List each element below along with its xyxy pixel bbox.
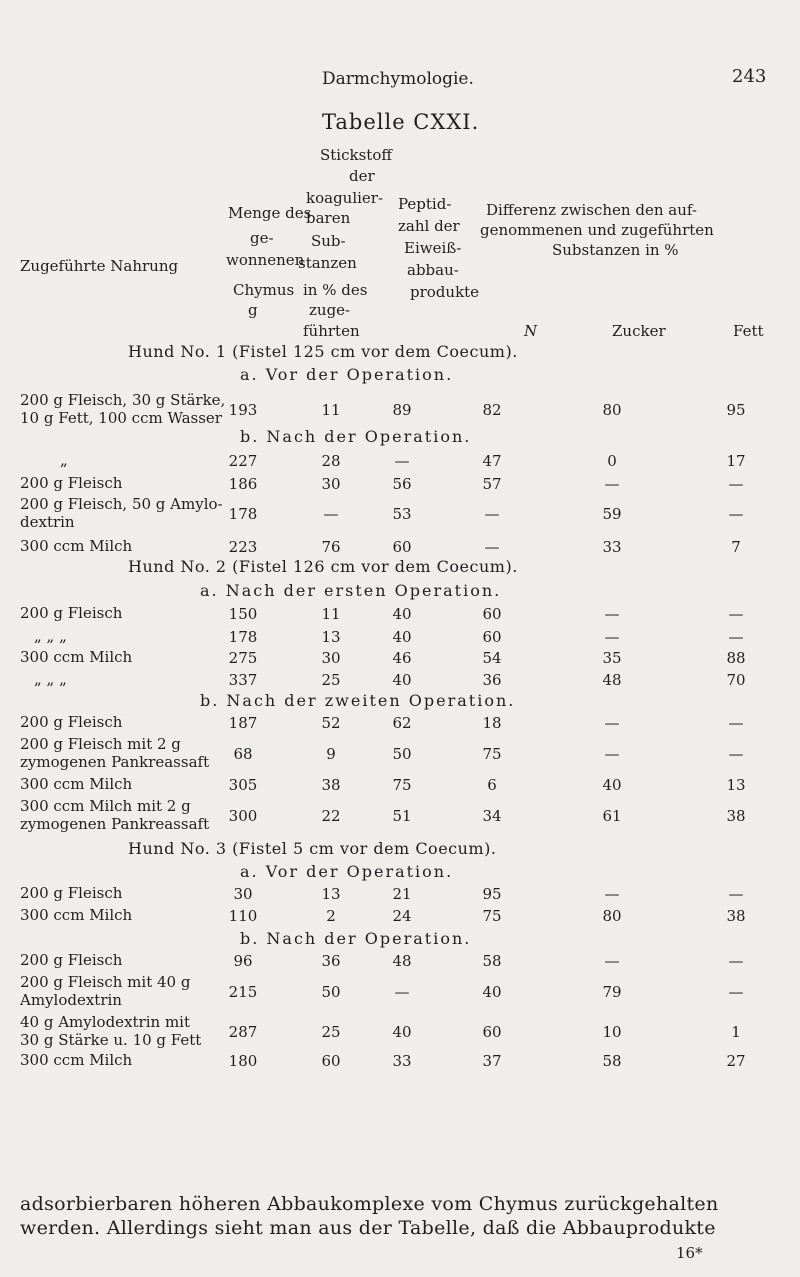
table-cell: — [728,475,744,493]
table-cell: 68 [233,745,253,763]
table-cell: 51 [392,807,412,825]
food-label: 200 g Fleisch mit 2 g [20,735,181,753]
table-cell: 62 [392,714,412,732]
table-cell: 186 [228,475,258,493]
table-cell: — [728,952,744,970]
header-chymus-3: wonnenen [226,251,305,269]
table-cell: 21 [392,885,412,903]
food-label: 200 g Fleisch, 30 g Stärke, [20,391,226,409]
food-label: „ „ „ [34,670,67,688]
food-label: dextrin [20,513,75,531]
header-koag-1: koagulier- [306,189,384,207]
table-cell: — [394,452,410,470]
table-cell: 38 [726,807,746,825]
table-cell: 22 [321,807,341,825]
subsection-title: a. Vor der Operation. [240,365,454,384]
table-cell: 10 [602,1023,622,1041]
section-title: Hund No. 3 (Fistel 5 cm vor dem Coecum). [128,839,497,858]
table-cell: 79 [602,983,622,1001]
table-cell: 60 [482,605,502,623]
table-cell: 75 [482,907,502,925]
food-label: 200 g Fleisch [20,474,123,492]
table-cell: 193 [228,401,258,419]
table-cell: 275 [228,649,258,667]
table-cell: 38 [321,776,341,794]
table-cell: 30 [321,475,341,493]
table-cell: 40 [482,983,502,1001]
header-koag-6: zuge- [309,301,351,319]
header-chymus-2: ge- [250,229,274,247]
table-cell: — [604,475,620,493]
table-cell: 80 [602,401,622,419]
table-cell: 95 [726,401,746,419]
header-n: N [524,322,538,340]
table-cell: 58 [482,952,502,970]
table-cell: 150 [228,605,258,623]
food-label: 10 g Fett, 100 ccm Wasser [20,409,222,427]
body-text-line-1: adsorbierbaren höheren Abbaukomplexe vom Chymus zurückgehalten [20,1193,719,1215]
table-cell: 33 [602,538,622,556]
running-head: Darmchymologie. [322,69,474,89]
table-cell: 40 [392,1023,412,1041]
header-peptid-2: zahl der [398,217,460,235]
food-label: „ [60,451,68,469]
table-cell: — [484,538,500,556]
table-cell: — [728,745,744,763]
table-cell: — [728,505,744,523]
table-cell: 36 [482,671,502,689]
table-cell: 50 [392,745,412,763]
table-cell: 40 [392,671,412,689]
table-cell: 95 [482,885,502,903]
table-cell: 58 [602,1052,622,1070]
header-koag-4: stanzen [298,254,357,272]
header-chymus-5: g [248,301,258,319]
header-zucker: Zucker [612,322,666,340]
food-label: 200 g Fleisch [20,713,123,731]
table-cell: 75 [482,745,502,763]
table-cell: 33 [392,1052,412,1070]
footer-mark: 16* [676,1244,703,1262]
header-diff-3: Substanzen in % [552,241,679,259]
subsection-title: a. Vor der Operation. [240,862,454,881]
table-cell: 215 [228,983,258,1001]
table-cell: 18 [482,714,502,732]
table-cell: — [604,605,620,623]
header-diff-2: genommenen und zugeführten [480,221,714,239]
table-cell: 227 [228,452,258,470]
table-cell: 187 [228,714,258,732]
table-cell: 11 [321,605,341,623]
food-label: 300 ccm Milch [20,906,133,924]
table-cell: 34 [482,807,502,825]
table-cell: 46 [392,649,412,667]
table-cell: 25 [321,671,341,689]
table-cell: 223 [228,538,258,556]
table-cell: 110 [228,907,258,925]
table-cell: 35 [602,649,622,667]
table-cell: 60 [321,1052,341,1070]
table-cell: 28 [321,452,341,470]
table-cell: 40 [392,605,412,623]
header-chymus-1: Menge des [228,204,312,222]
table-cell: 337 [228,671,258,689]
food-label: 40 g Amylodextrin mit [20,1013,190,1031]
table-cell: 24 [392,907,412,925]
table-cell: 13 [321,885,341,903]
table-cell: 17 [726,452,746,470]
food-label: 200 g Fleisch mit 40 g [20,973,191,991]
table-cell: 59 [602,505,622,523]
table-cell: 89 [392,401,412,419]
table-cell: 80 [602,907,622,925]
table-cell: 60 [482,628,502,646]
header-fett: Fett [733,322,764,340]
subsection-title: b. Nach der zweiten Operation. [200,691,516,710]
food-label: zymogenen Pankreassaft [20,753,210,771]
table-cell: 38 [726,907,746,925]
header-peptid-4: abbau- [407,261,459,279]
food-label: zymogenen Pankreassaft [20,815,210,833]
table-cell: — [728,983,744,1001]
table-cell: 61 [602,807,622,825]
table-cell: 180 [228,1052,258,1070]
table-cell: — [323,505,339,523]
header-peptid-5: produkte [410,283,480,301]
header-peptid-1: Peptid- [398,195,452,213]
table-cell: 1 [731,1023,741,1041]
table-cell: — [484,505,500,523]
table-cell: 48 [602,671,622,689]
table-cell: 25 [321,1023,341,1041]
food-label: 30 g Stärke u. 10 g Fett [20,1031,202,1049]
table-cell: — [604,628,620,646]
food-label: „ „ „ [34,627,67,645]
page-number: 243 [732,66,767,87]
header-koag-3: Sub- [311,232,346,250]
table-cell: 82 [482,401,502,419]
table-cell: 7 [731,538,741,556]
section-title: Hund No. 2 (Fistel 126 cm vor dem Coecum). [128,557,518,576]
table-cell: — [394,983,410,1001]
header-peptid-3: Eiweiß- [404,239,462,257]
table-cell: 56 [392,475,412,493]
subsection-title: a. Nach der ersten Operation. [200,581,502,600]
food-label: 200 g Fleisch [20,884,123,902]
table-cell: 50 [321,983,341,1001]
section-title: Hund No. 1 (Fistel 125 cm vor dem Coecum). [128,342,518,361]
table-cell: 30 [233,885,253,903]
table-cell: 2 [326,907,336,925]
table-cell: 287 [228,1023,258,1041]
table-cell: 57 [482,475,502,493]
header-food: Zugeführte Nahrung [20,257,179,275]
table-cell: — [604,952,620,970]
food-label: Amylodextrin [20,991,122,1009]
header-chymus-4: Chymus [233,281,295,299]
table-cell: 52 [321,714,341,732]
table-cell: — [604,885,620,903]
table-cell: — [728,605,744,623]
header-koag-5: in % des [303,281,368,299]
table-cell: 76 [321,538,341,556]
table-cell: 75 [392,776,412,794]
header-diff-1: Differenz zwischen den auf- [486,201,697,219]
table-cell: 88 [726,649,746,667]
food-label: 300 ccm Milch [20,537,133,555]
food-label: 200 g Fleisch, 50 g Amylo- [20,495,223,513]
subsection-title: b. Nach der Operation. [240,427,472,446]
food-label: 300 ccm Milch mit 2 g [20,797,191,815]
table-cell: 60 [392,538,412,556]
table-cell: 13 [726,776,746,794]
header-koag-7: führten [303,322,360,340]
table-cell: 36 [321,952,341,970]
food-label: 300 ccm Milch [20,648,133,666]
table-title: Tabelle CXXI. [322,110,480,134]
table-cell: — [604,714,620,732]
table-cell: 53 [392,505,412,523]
table-cell: 27 [726,1052,746,1070]
food-label: 300 ccm Milch [20,1051,133,1069]
table-cell: 40 [392,628,412,646]
body-text-line-2: werden. Allerdings sieht man aus der Tabelle, daß die Abbauprodukte [20,1217,716,1239]
header-der: der [349,167,375,185]
table-cell: 70 [726,671,746,689]
table-cell: 300 [228,807,258,825]
food-label: 200 g Fleisch [20,951,123,969]
table-cell: — [728,628,744,646]
table-cell: 6 [487,776,497,794]
table-cell: 11 [321,401,341,419]
table-cell: 30 [321,649,341,667]
header-stickstoff: Stickstoff [320,146,393,164]
table-cell: 40 [602,776,622,794]
table-cell: 54 [482,649,502,667]
table-cell: 60 [482,1023,502,1041]
table-cell: 96 [233,952,253,970]
table-cell: 47 [482,452,502,470]
table-cell: — [728,714,744,732]
table-cell: 9 [326,745,336,763]
table-cell: 305 [228,776,258,794]
table-cell: 37 [482,1052,502,1070]
table-cell: 48 [392,952,412,970]
table-cell: 178 [228,505,258,523]
table-cell: 0 [607,452,617,470]
table-cell: — [728,885,744,903]
table-cell: 178 [228,628,258,646]
table-cell: — [604,745,620,763]
table-cell: 13 [321,628,341,646]
food-label: 200 g Fleisch [20,604,123,622]
food-label: 300 ccm Milch [20,775,133,793]
header-koag-2: baren [306,209,351,227]
subsection-title: b. Nach der Operation. [240,929,472,948]
